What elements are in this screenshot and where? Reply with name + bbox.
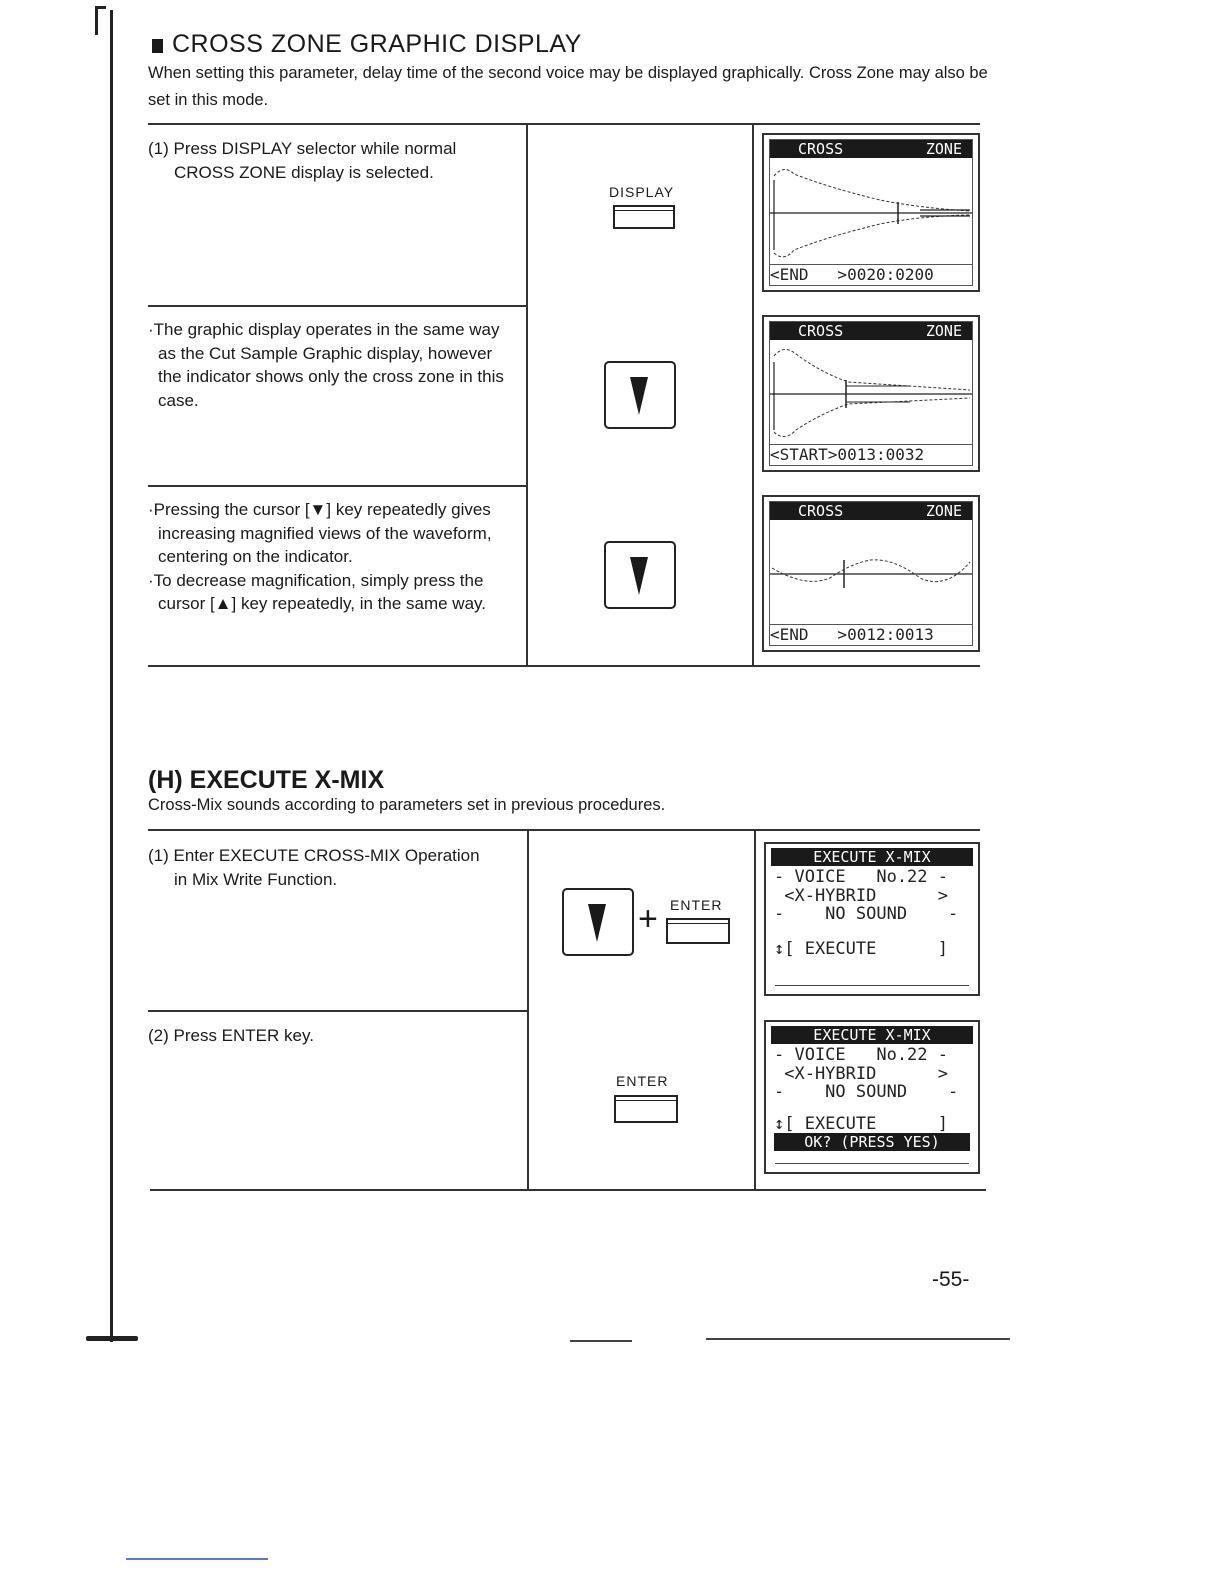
table-rule (148, 485, 526, 487)
waveform-graph-magnified (770, 520, 972, 628)
lcd-title-bar: EXECUTE X-MIX (771, 848, 973, 866)
lcd-confirm-prompt: OK? (PRESS YES) (774, 1133, 970, 1151)
enter-key (614, 1095, 678, 1123)
waveform-graph (770, 340, 972, 448)
section-intro-execute: Cross-Mix sounds according to parameters set in previous procedures. (148, 796, 666, 814)
enter-key-label: ENTER (670, 897, 723, 913)
lcd-status-line: <END >0020:0200 (770, 264, 972, 285)
table-rule (148, 305, 526, 307)
plus-sign: + (638, 900, 658, 938)
lcd-status-line: <END >0012:0013 (770, 624, 972, 645)
footer-rule (706, 1338, 1010, 1340)
table-col-divider (752, 123, 754, 666)
section-title-execute: (H) EXECUTE X-MIX (148, 766, 385, 794)
lcd-cross-zone-1 (762, 133, 980, 292)
footer-blue-rule (126, 1558, 268, 1560)
lcd-title-bar: CROSS ZONE (770, 502, 972, 520)
cursor-down-key (604, 541, 676, 609)
step-text: ·The graphic display operates in the same way as the Cut Sample Graphic display, however the indicator shows only the cross zone in this case. (148, 320, 504, 410)
table-rule-bottom (148, 665, 980, 667)
step-text: (1) Press DISPLAY selector while normal CROSS ZONE display is selected. (148, 139, 457, 182)
table-col-divider (526, 123, 528, 666)
table-rule-bottom (150, 1189, 986, 1191)
cursor-down-key (562, 888, 634, 956)
section-title-cross-zone: CROSS ZONE GRAPHIC DISPLAY (152, 30, 582, 59)
page-number: -55- (932, 1268, 970, 1291)
lcd-title-bar: CROSS ZONE (770, 140, 972, 158)
lcd-execute-1: EXECUTE X-MIX - VOICE No.22 - <X-HYBRID > - NO SOUND - ↕[ EXECUTE ] (764, 842, 980, 996)
lcd-execute-2: EXECUTE X-MIX - VOICE No.22 - <X-HYBRID > - NO SOUND - ↕[ EXECUTE ] OK? (PRESS YES) (764, 1020, 980, 1174)
down-arrow-icon (630, 557, 648, 595)
binding-mark (95, 6, 106, 35)
section-intro-cross-zone: When setting this parameter, delay time of the second voice may be displayed graphically. Cross Zone may also be set in this mode. (148, 64, 988, 109)
down-arrow-icon (630, 377, 648, 415)
table-rule-top (148, 829, 980, 831)
waveform-graph (770, 158, 972, 268)
display-selector-key (613, 205, 675, 229)
square-bullet-icon (152, 39, 163, 53)
display-key-label: DISPLAY (609, 184, 675, 200)
table-col-divider (527, 829, 529, 1189)
lcd-status-line: <START>0013:0032 (770, 444, 972, 465)
step-text: (1) Enter EXECUTE CROSS-MIX Operation in Mix Write Function. (148, 846, 480, 889)
enter-key (666, 918, 730, 944)
table-rule-top (148, 123, 980, 125)
lcd-title-bar: EXECUTE X-MIX (771, 1026, 973, 1044)
footer-rule (570, 1340, 632, 1342)
step-text: (2) Press ENTER key. (148, 1026, 314, 1045)
binding-foot (86, 1336, 138, 1341)
binding-line (110, 10, 113, 1342)
lcd-cross-zone-3 (762, 495, 980, 652)
table-rule (148, 1010, 528, 1012)
cursor-down-key (604, 361, 676, 429)
step-text: ·Pressing the cursor [▼] key repeatedly gives increasing magnified views of the waveform, centering on the indicator. ·To decrease magnification, simply press the cursor [▲] key repeatedly, in the same way. (148, 500, 492, 613)
lcd-title-bar: CROSS ZONE (770, 322, 972, 340)
lcd-cross-zone-2 (762, 315, 980, 472)
table-col-divider (754, 829, 756, 1189)
enter-key-label: ENTER (616, 1073, 669, 1089)
down-arrow-icon (588, 904, 606, 942)
